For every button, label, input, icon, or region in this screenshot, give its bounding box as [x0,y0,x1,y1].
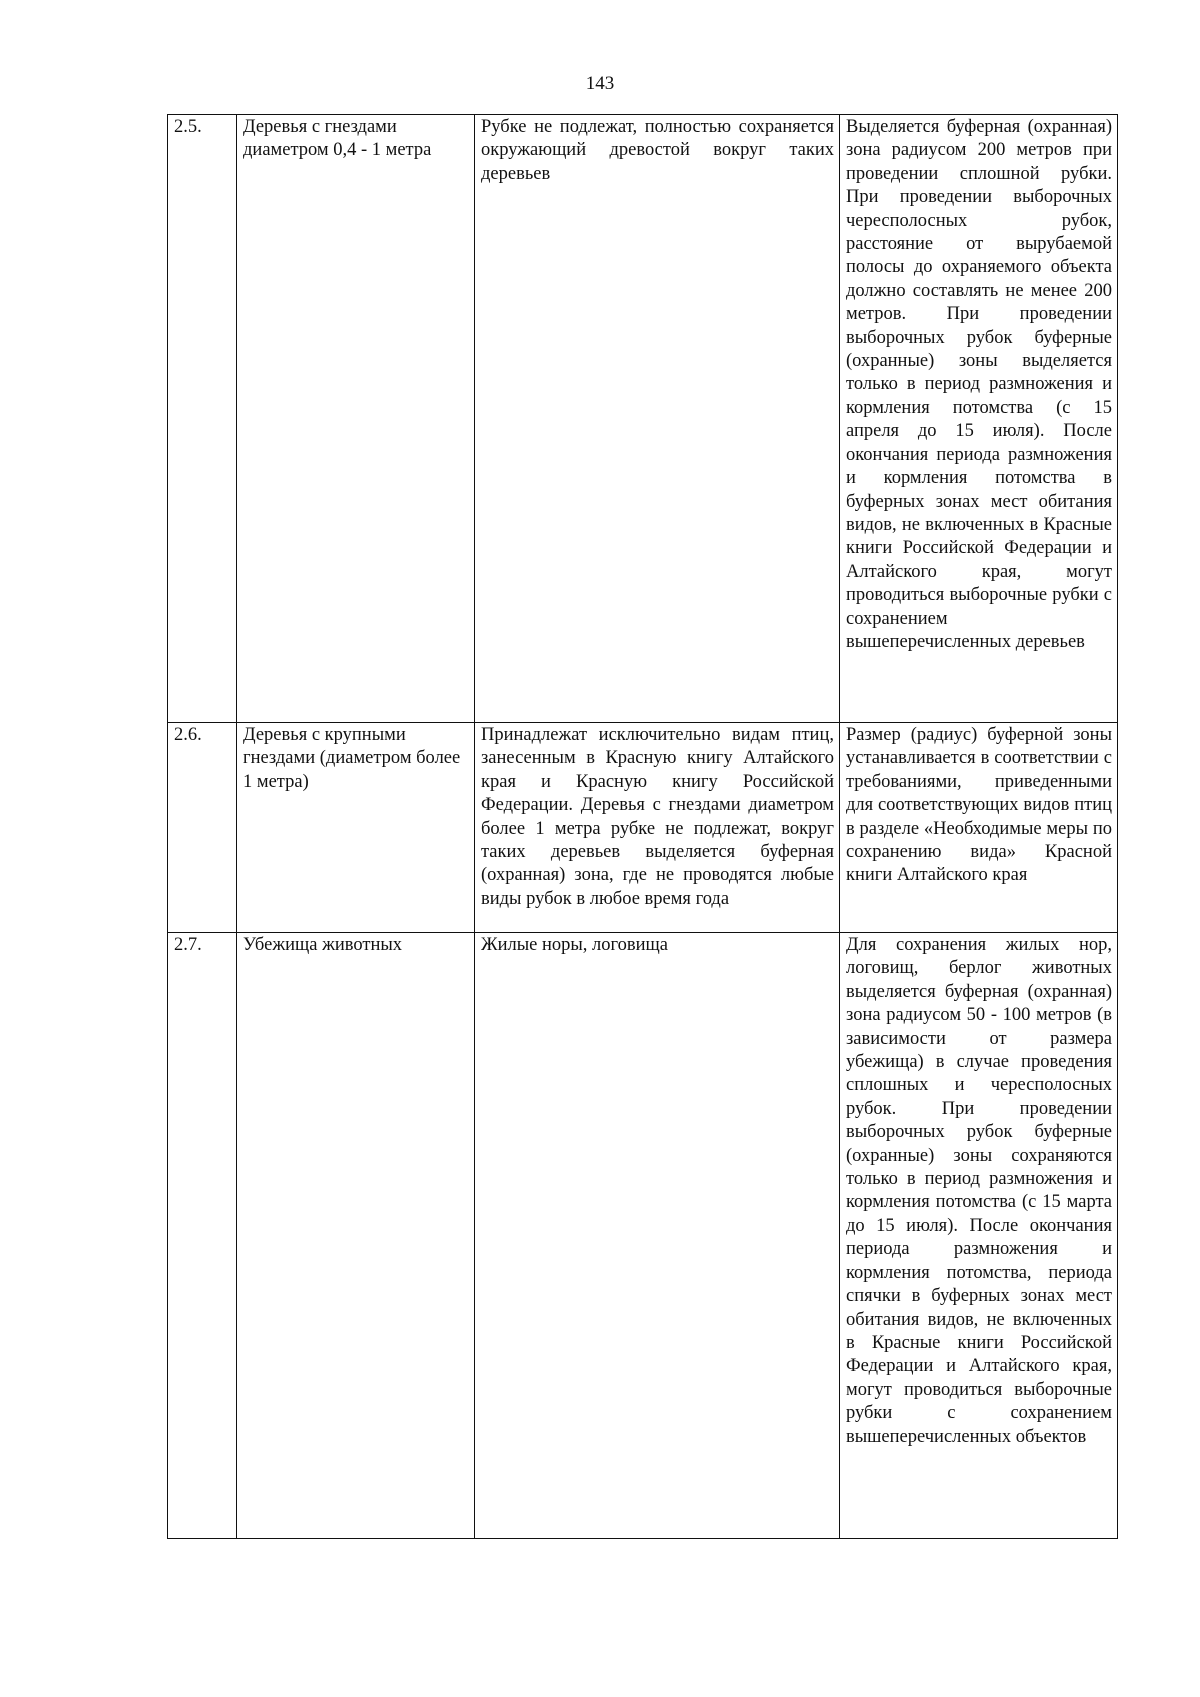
row-number-cell: 2.5. [168,115,237,723]
measures-cell: Выделяется буферная (охранная) зона радиусом 200 метров при проведении сплошной рубки. При проведении выборочных чересполосных рубок, расстояние от вырубаемой полосы до охраняемого объекта должно составлять не менее 200 метров. При проведении выборочных рубок буферные (охранные) зоны выделяется только в период размножения и кормления потомства (с 15 апреля до 15 июля). После окончания периода размножения и кормления потомства в буферных зонах мест обитания видов, не включенных в Красные книги Российской Федерации и Алтайского края, могут проводиться выборочные рубки с сохранением вышеперечисленных деревьев [840,115,1118,723]
row-number-cell: 2.6. [168,723,237,933]
description-cell: Рубке не подлежат, полностью сохраняется окружающий древостой вокруг таких деревьев [475,115,840,723]
table-row [168,723,1118,933]
table-row [168,933,1118,1539]
description-cell: Жилые норы, логовища [475,933,840,1539]
object-cell: Убежища животных [237,933,475,1539]
object-cell: Деревья с гнездами диаметром 0,4 - 1 метра [237,115,475,723]
measures-cell: Для сохранения жилых нор, логовищ, берлог животных выделяется буферная (охранная) зона радиусом 50 - 100 метров (в зависимости от размера убежища) в случае проведения сплошных и чересполосных рубок. При проведении выборочных рубок буферные (охранные) зоны сохраняются только в период размножения и кормления потомства (с 15 марта до 15 июля). После окончания периода размножения и кормления потомства, периода спячки в буферных зонах мест обитания видов, не включенных в Красные книги Российской Федерации и Алтайского края, могут проводиться выборочные рубки с сохранением вышеперечисленных объектов [840,933,1118,1539]
page-number: 143 [585,73,615,94]
object-cell: Деревья с крупными гнездами (диаметром более 1 метра) [237,723,475,933]
description-cell: Принадлежат исключительно видам птиц, занесенным в Красную книгу Алтайского края и Красную книгу Российской Федерации. Деревья с гнездами диаметром более 1 метра рубке не подлежат, вокруг таких деревьев выделяется буферная (охранная) зона, где не проводятся любые виды рубок в любое время года [475,723,840,933]
habitat-protection-table [167,114,1118,1539]
table-row [168,115,1118,723]
row-number-cell: 2.7. [168,933,237,1539]
measures-cell: Размер (радиус) буферной зоны устанавливается в соответствии с требованиями, приведенными для соответствующих видов птиц в разделе «Необходимые меры по сохранению вида» Красной книги Алтайского края [840,723,1118,933]
